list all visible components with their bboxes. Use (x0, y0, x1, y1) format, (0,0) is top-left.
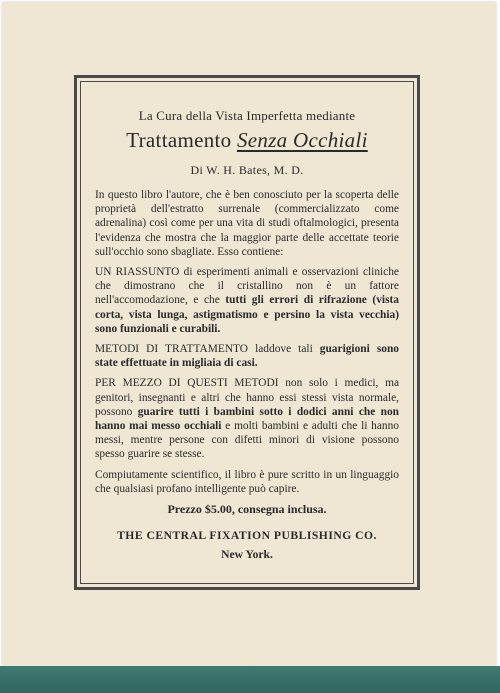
publisher-city: New York. (221, 548, 273, 562)
methods-bold-text: guarigioni sono state effettuate in migliaia di casi. (95, 343, 399, 370)
means-text-end: e molti bambini e adulti che li hanno messi, mentre persone con difetti minori di visione possono spesso guarire se stesse. (95, 420, 400, 461)
methods-paragraph (95, 342, 399, 370)
title-main: Trattamento (126, 128, 237, 152)
page-edge-strip (0, 666, 500, 693)
book-title (95, 128, 399, 153)
price-line: Prezzo $5.00, consegna inclusa. (167, 502, 327, 517)
title-emphasis: Senza Occhiali (236, 128, 368, 152)
means-bold-text: guarire tutti i bambini sotto i dodici anni che non hanno mai messo occhiali (95, 405, 399, 433)
book-subtitle: La Cura della Vista Imperfetta mediante (138, 108, 356, 123)
scientific-paragraph: Compiutamente scientifico, il libro è pure scritto in un linguaggio che qualsiasi profano intelligente può capire. (95, 468, 399, 495)
methods-text: METODI DI TRATTAMENTO laddove tali (95, 343, 320, 356)
means-text: PER MEZZO DI QUESTI METODI non solo i medici, ma genitori, insegnanti e altri che hanno essi stessi vista normale, possono (95, 377, 399, 418)
ornamental-frame (74, 75, 420, 590)
summary-bold-text: tutti gli errori di rifrazione (vista corta, vista lunga, astigmatismo e persino la vista vecchia) sono funzionali e curabili. (95, 294, 399, 335)
book-author: Di W. H. Bates, M. D. (190, 163, 304, 177)
publisher-name: THE CENTRAL FIXATION PUBLISHING CO. (117, 529, 377, 543)
description-paragraph: In questo libro l'autore, che è ben conosciuto per la scoperta delle proprietà dell'estratto surrenale (commercializzato come adrenalina) così come per una vita di studi oftalmologici, presenta l'evidenza che mostra che la maggior parte delle accettate teorie sull'occhio sono sbagliate. Esso contiene: (95, 189, 399, 258)
book-cover (2, 2, 496, 666)
summary-paragraph (95, 265, 399, 336)
means-paragraph (95, 376, 399, 461)
frame-content (80, 81, 414, 584)
summary-text: UN RIASSUNTO di esperimenti animali e osservazioni cliniche che dimostrano che il cristallino non è un fattore nell'accomodazione, e che (95, 266, 399, 307)
